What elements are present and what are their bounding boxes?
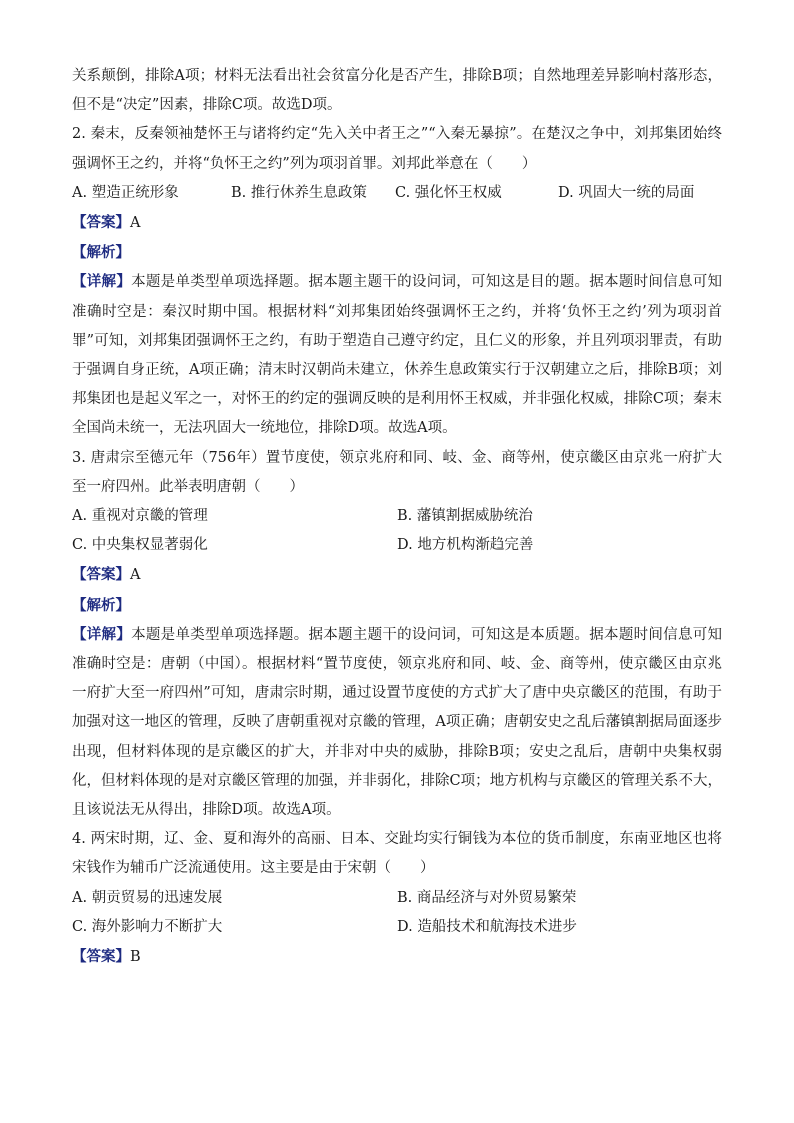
question-3-option-b: B. 藩镇割据威胁统治 [397, 508, 533, 525]
question-2-answer [72, 208, 722, 238]
question-4-stem: 4. 两宋时期，辽、金、夏和海外的高丽、日本、交趾均实行铜钱为本位的货币制度，东南亚地区也将宋钱作为辅币广泛流通使用。这主要是由于宋朝（ ） [72, 831, 722, 877]
question-3-options [72, 502, 722, 560]
question-3-detail [72, 620, 722, 825]
question-4-answer [72, 942, 722, 972]
document-page [72, 62, 722, 972]
answer-tag: 【答案】 [72, 214, 130, 232]
answer-tag: 【答案】 [72, 948, 130, 966]
question-2-option-c: C. 强化怀王权威 [395, 184, 502, 201]
detail-tag: 【详解】 [72, 625, 132, 643]
question-2-options [72, 179, 722, 208]
question-3-answer [72, 560, 722, 590]
question-3-option-d: D. 地方机构渐趋完善 [397, 537, 534, 554]
question-3-analysis-tag: 【解析】 [72, 596, 130, 614]
question-3-option-a: A. 重视对京畿的管理 [72, 508, 208, 525]
question-2-option-d: D. 巩固大一统的局面 [558, 184, 695, 201]
answer-value: A [130, 215, 141, 232]
question-2-stem: 2. 秦末，反秦领袖楚怀王与诸将约定“先入关中者王之”“入秦无暴掠”。在楚汉之争中，刘邦集团始终强调怀王之约，并将“负怀王之约”列为项羽首罪。刘邦此举意在（ ） [72, 126, 722, 172]
carryover-paragraph: 关系颠倒，排除A项；材料无法看出社会贫富分化是否产生，排除B项；自然地理差异影响村落形态，但不是“决定”因素，排除C项。故选D项。 [72, 68, 722, 114]
question-2-analysis-tag: 【解析】 [72, 244, 130, 262]
question-2-option-a: A. 塑造正统形象 [72, 184, 179, 201]
answer-tag: 【答案】 [72, 566, 130, 584]
answer-value: A [130, 567, 141, 584]
detail-text: 本题是单类型单项选择题。据本题主题干的设问词，可知这是本质题。据本题时间信息可知准确时空是：唐朝（中国）。根据材料“置节度使，领京兆府和同、岐、金、商等州，使京畿区由京兆一府扩大至一府四州”可知，唐肃宗时期，通过设置节度使的方式扩大了唐中央京畿区的范围，有助于加强对这一地区的管理，反映了唐朝重视对京畿的管理，A项正确；唐朝安史之乱后藩镇割据局面逐步出现，但材料体现的是京畿区的扩大，并非对中央的威胁，排除B项；安史之乱后，唐朝中央集权弱化，但材料体现的是对京畿区管理的加强，并非弱化，排除C项；地方机构与京畿区的管理关系不大，且该说法无从得出，排除D项。故选A项。 [72, 626, 723, 819]
question-3-option-c: C. 中央集权显著弱化 [72, 537, 208, 554]
detail-tag: 【详解】 [72, 273, 132, 291]
question-3-stem: 3. 唐肃宗至德元年（756年）置节度使，领京兆府和同、岐、金、商等州，使京畿区由京兆一府扩大至一府四州。此举表明唐朝（ ） [72, 449, 722, 495]
question-4-option-b: B. 商品经济与对外贸易繁荣 [397, 889, 577, 906]
question-2-option-b: B. 推行休养生息政策 [231, 184, 367, 201]
question-2-detail [72, 267, 722, 443]
detail-text: 本题是单类型单项选择题。据本题主题干的设问词，可知这是目的题。据本题时间信息可知准确时空是：秦汉时期中国。根据材料“刘邦集团始终强调怀王之约，并将‘负怀王之约’列为项羽首罪”可知，刘邦集团强调怀王之约，有助于塑造自己遵守约定，且仁义的形象，并且列项羽罪责，有助于强调自身正统，A项正确；清末时汉朝尚未建立，休养生息政策实行于汉朝建立之后，排除B项；刘邦集团也是起义军之一，对怀王的约定的强调反映的是利用怀王权威，并非强化权威，排除C项；秦末全国尚未统一，无法巩固大一统地位，排除D项。故选A项。 [72, 274, 723, 437]
answer-value: B [130, 949, 141, 966]
question-4-option-d: D. 造船技术和航海技术进步 [397, 918, 577, 935]
question-4-options [72, 884, 722, 942]
question-4-option-c: C. 海外影响力不断扩大 [72, 918, 223, 935]
question-4-option-a: A. 朝贡贸易的迅速发展 [72, 889, 223, 906]
